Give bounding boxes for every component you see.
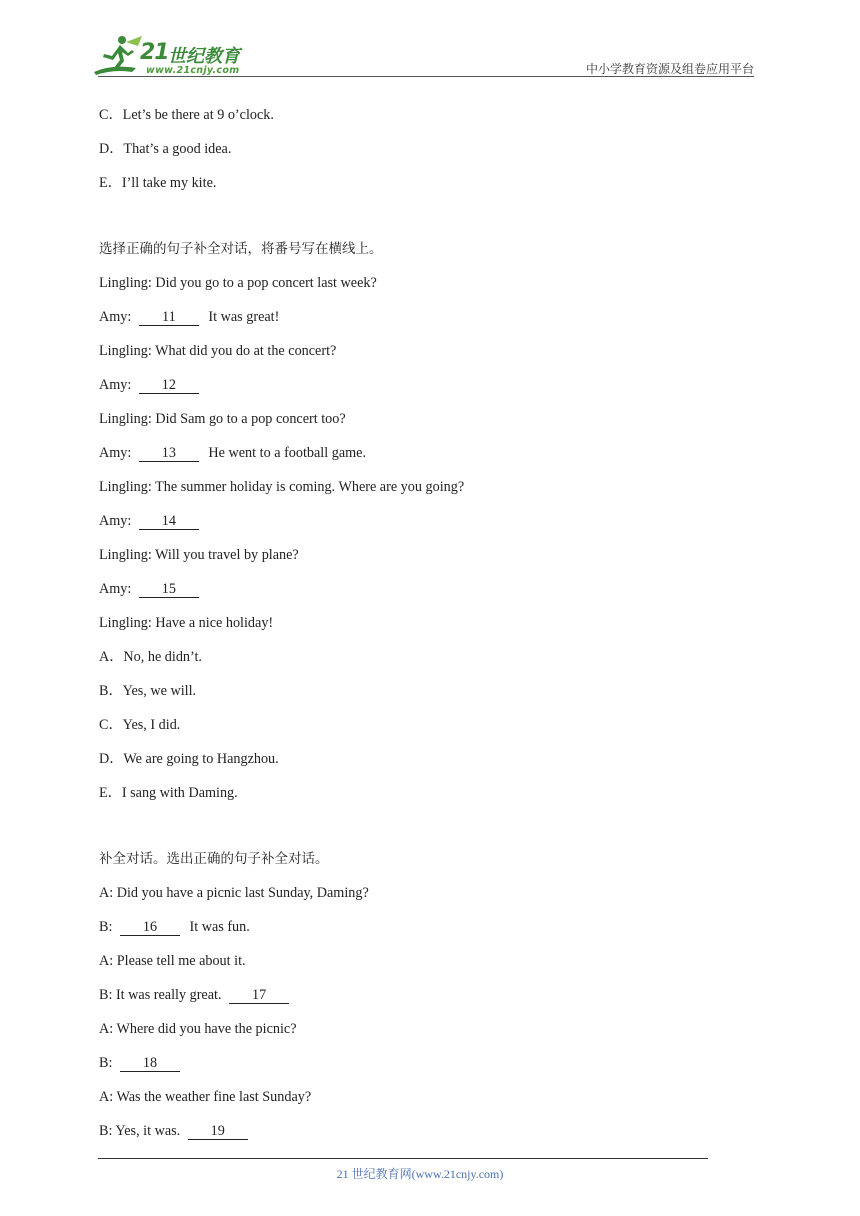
platform-title: 中小学教育资源及组卷应用平台 xyxy=(585,62,754,76)
option-e: E．I sang with Daming. xyxy=(99,785,238,801)
document-body xyxy=(99,104,759,1154)
speaker: Amy: xyxy=(99,581,132,597)
answer-blank[interactable]: 13 xyxy=(139,445,199,462)
dialogue-line: A: Did you have a picnic last Sunday, Daming? xyxy=(99,885,369,901)
option-e: E．I’ll take my kite. xyxy=(99,175,217,191)
dialogue-line: Lingling: Have a nice holiday! xyxy=(99,615,274,631)
speaker: Amy: xyxy=(99,513,132,529)
speaker: Amy: xyxy=(99,445,132,461)
section2-instruction: 选择正确的句子补全对话，将番号写在横线上。 xyxy=(99,241,383,257)
page-footer xyxy=(0,1165,860,1182)
footer-link[interactable]: 21 世纪教育网(www.21cnjy.com) xyxy=(336,1167,504,1181)
logo-number: 21 xyxy=(140,40,169,65)
dialogue-line: A: Was the weather fine last Sunday? xyxy=(99,1089,312,1105)
section3-instruction: 补全对话。选出正确的句子补全对话。 xyxy=(99,851,329,867)
logo-url: www.21cnjy.com xyxy=(146,65,240,76)
section-gap xyxy=(99,206,759,238)
line-text: It was great! xyxy=(208,309,280,325)
dialogue-line: Lingling: What did you do at the concert? xyxy=(99,343,337,359)
option-c: C．Let’s be there at 9 o’clock. xyxy=(99,107,274,123)
dialogue-line xyxy=(99,510,759,544)
dialogue-line xyxy=(99,984,759,1018)
page-header xyxy=(0,0,860,80)
option-d: D．We are going to Hangzhou. xyxy=(99,751,279,767)
speaker: B: It was really great. xyxy=(99,987,222,1003)
answer-blank[interactable]: 11 xyxy=(139,309,199,326)
answer-blank[interactable]: 17 xyxy=(229,987,289,1004)
dialogue-line: Lingling: Did Sam go to a pop concert too? xyxy=(99,411,346,427)
site-logo[interactable] xyxy=(92,34,262,78)
option-b: B．Yes, we will. xyxy=(99,683,197,699)
answer-blank[interactable]: 12 xyxy=(139,377,199,394)
speaker: Amy: xyxy=(99,309,132,325)
dialogue-line: A: Where did you have the picnic? xyxy=(99,1021,297,1037)
dialogue-line xyxy=(99,1052,759,1086)
option-c: C．Yes, I did. xyxy=(99,717,181,733)
dialogue-line xyxy=(99,1120,759,1154)
dialogue-line xyxy=(99,442,759,476)
dialogue-line xyxy=(99,916,759,950)
dialogue-line: Lingling: Did you go to a pop concert last week? xyxy=(99,275,377,291)
header-divider xyxy=(98,76,754,77)
section-gap xyxy=(99,816,759,848)
footer-divider xyxy=(98,1158,708,1159)
dialogue-line: Lingling: The summer holiday is coming. Where are you going? xyxy=(99,479,465,495)
dialogue-line: Lingling: Will you travel by plane? xyxy=(99,547,299,563)
answer-blank[interactable]: 18 xyxy=(120,1055,180,1072)
speaker: B: Yes, it was. xyxy=(99,1123,181,1139)
speaker: B: xyxy=(99,919,113,935)
dialogue-line xyxy=(99,306,759,340)
answer-blank[interactable]: 15 xyxy=(139,581,199,598)
answer-blank[interactable]: 14 xyxy=(139,513,199,530)
dialogue-line xyxy=(99,578,759,612)
answer-blank[interactable]: 19 xyxy=(188,1123,248,1140)
line-text: It was fun. xyxy=(189,919,250,935)
answer-blank[interactable]: 16 xyxy=(120,919,180,936)
speaker: Amy: xyxy=(99,377,132,393)
line-text: He went to a football game. xyxy=(208,445,367,461)
option-a: A．No, he didn’t. xyxy=(99,649,202,665)
logo-text: 世纪教育 xyxy=(168,46,240,67)
option-d: D．That’s a good idea. xyxy=(99,141,232,157)
dialogue-line xyxy=(99,374,759,408)
speaker: B: xyxy=(99,1055,113,1071)
dialogue-line: A: Please tell me about it. xyxy=(99,953,246,969)
